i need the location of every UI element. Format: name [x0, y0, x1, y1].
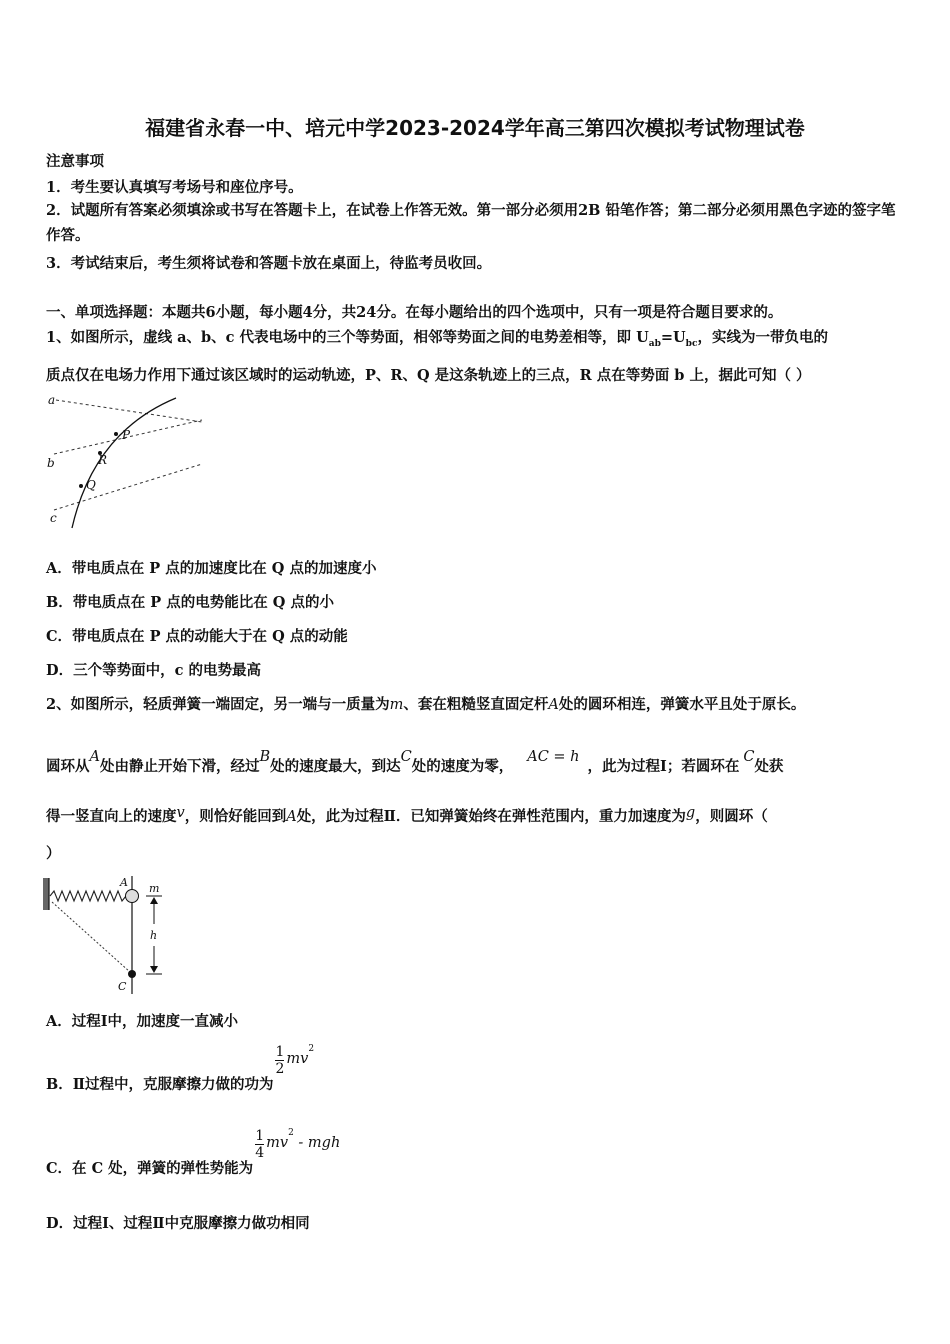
ring-at-c [128, 970, 136, 978]
q2-text-3a: 得一竖直向上的速度 [46, 808, 177, 825]
wall-hatch [43, 878, 49, 910]
label-b: b [47, 456, 55, 470]
equipotential-a [56, 400, 202, 422]
notice-heading: 注意事项 [46, 153, 104, 170]
q1-option-c: C．带电质点在 P 点的动能大于在 Q 点的动能 [46, 628, 348, 645]
q2-text-2a: 圆环从 [46, 758, 90, 775]
q2-stem-line1 [46, 693, 805, 714]
q2-text-2b: 处由静止开始下滑，经过 [99, 758, 260, 775]
q2-text-3d: ，则圆环（ [695, 808, 768, 825]
equipotential-c [54, 464, 202, 510]
q1-stem-text-b: ，实线为一带负电的 [697, 329, 828, 346]
q2-text-2d: 处的速度为零， [411, 758, 514, 775]
q1-option-d: D．三个等势面中，c 的电势最高 [46, 662, 261, 679]
section-heading: 一、单项选择题：本题共6小题，每小题4分，共24分。在每小题给出的四个选项中，只有一项是符合题目要求的。 [46, 304, 783, 321]
q2-text-2e: ，此为过程Ⅰ；若圆环在 [587, 758, 740, 775]
label-m: m [149, 882, 160, 895]
q2-ac-equals-h: AC = h [527, 749, 580, 765]
q2-symbol-c-2: C [743, 749, 755, 765]
label-r: R [98, 453, 108, 467]
q2-option-b [46, 1043, 315, 1093]
q2-symbol-b: B [259, 749, 271, 765]
q2-text-3b: ，则恰好能回到 [184, 808, 287, 825]
point-p [114, 432, 118, 436]
q2-symbol-a-2: A [89, 749, 100, 765]
expr-mv: mv [286, 1050, 309, 1067]
notice-item-2: 2．试题所有答案必须填涂或书写在答题卡上，在试卷上作答无效。第一部分必须用2B 铅笔作答；第二部分必须用黑色字迹的签字笔作答。 [46, 202, 896, 244]
label-c: C [118, 980, 127, 993]
spring-stretched-dashed [52, 902, 130, 972]
q1-figure [44, 392, 206, 530]
q2-option-b-text: B．Ⅱ过程中，克服摩擦力做的功为 [46, 1075, 274, 1093]
label-c: c [50, 511, 57, 525]
fraction-den: 2 [275, 1061, 285, 1077]
expr-exp: 2 [288, 1127, 294, 1138]
fraction-one-half [275, 1044, 284, 1077]
q1-stem-line1 [46, 326, 828, 349]
q1-eq: =U [660, 329, 686, 346]
ring-at-a [126, 890, 139, 903]
q2-symbol-g: g [685, 805, 696, 821]
fraction-den: 4 [255, 1145, 265, 1161]
expr-minus-mgh: - mgh [293, 1134, 341, 1151]
q2-symbol-a-3: A [286, 809, 297, 825]
q1-stem-text-a: 1、如图所示，虚线 a、b、c 代表电场中的三个等势面，相邻等势面之间的电势差相等，即 U [46, 329, 649, 346]
q2-mass-symbol: m [389, 697, 404, 713]
trajectory-curve [72, 398, 176, 528]
q2-symbol-c-1: C [400, 749, 412, 765]
q2-text-2c: 处的速度最大，到达 [270, 758, 401, 775]
label-h: h [150, 929, 158, 942]
label-p: P [122, 428, 131, 442]
q2-figure [40, 872, 172, 996]
q1-sub-bc: bc [685, 338, 698, 349]
q2-option-c-text: C．在 C 处，弹簧的弹性势能为 [46, 1159, 254, 1177]
label-a: a [48, 393, 56, 407]
h-arrow-down-head [150, 966, 158, 973]
q2-option-a: A．过程Ⅰ中，加速度一直减小 [46, 1013, 239, 1030]
q2-symbol-v: v [176, 805, 185, 821]
q1-option-a: A．带电质点在 P 点的加速度比在 Q 点的加速度小 [46, 560, 377, 577]
q2-stem-line4: ） [46, 845, 61, 862]
label-q: Q [86, 478, 96, 492]
h-arrow-up-head [150, 897, 158, 904]
q2-text-1b: 、套在粗糙竖直固定杆 [403, 696, 549, 713]
expr-exp: 2 [308, 1043, 315, 1054]
spring [50, 891, 126, 901]
q2-text-1c: 处的圆环相连，弹簧水平且处于原长。 [558, 696, 806, 713]
q2-option-d: D．过程Ⅰ、过程Ⅱ中克服摩擦力做功相同 [46, 1215, 310, 1232]
notice-item-3: 3．考试结束后，考生须将试卷和答题卡放在桌面上，待监考员收回。 [46, 255, 492, 272]
q2-stem-line2 [46, 749, 784, 776]
expr-mv: mv [266, 1134, 289, 1151]
fraction-num: 1 [255, 1128, 265, 1144]
notice-item-1: 1．考生要认真填写考场号和座位序号。 [46, 179, 303, 196]
label-a: A [120, 876, 128, 889]
q1-stem-line2: 质点仅在电场力作用下通过该区域时的运动轨迹，P、R、Q 是这条轨迹上的三点，R 点在等势面 b 上，据此可知（ ） [46, 367, 811, 384]
fraction-num: 1 [275, 1044, 285, 1060]
q1-option-b: B．带电质点在 P 点的电势能比在 Q 点的小 [46, 594, 334, 611]
q2-option-c [46, 1127, 341, 1177]
fraction-one-quarter [255, 1128, 264, 1161]
q2-text-2f: 处获 [754, 758, 784, 775]
q2-text-1a: 2、如图所示，轻质弹簧一端固定，另一端与一质量为 [46, 696, 390, 713]
q1-sub-ab: ab [648, 338, 661, 349]
q2-stem-line3 [46, 805, 768, 826]
q2-text-3c: 处，此为过程Ⅱ．已知弹簧始终在弹性范围内，重力加速度为 [296, 808, 686, 825]
page-title: 福建省永春一中、培元中学2023-2024学年高三第四次模拟考试物理试卷 [145, 116, 805, 140]
q2-symbol-a-1: A [548, 697, 559, 713]
point-q [79, 484, 83, 488]
